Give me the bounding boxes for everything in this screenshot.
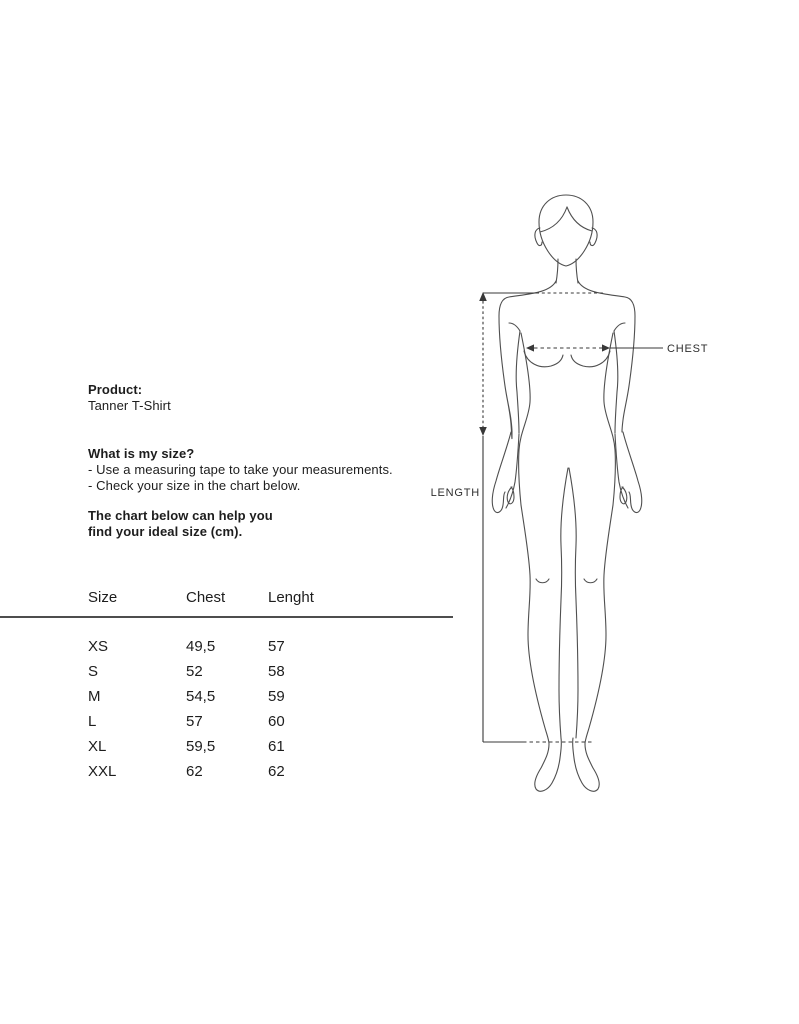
cell-chest: 49,5	[186, 638, 216, 655]
cell-chest: 57	[186, 713, 203, 730]
cell-size: S	[88, 663, 99, 680]
table-row	[0, 734, 453, 759]
arrow-left-icon	[526, 344, 534, 351]
table-row	[0, 709, 453, 734]
table-row	[0, 634, 453, 659]
inner-leg-right	[569, 468, 578, 738]
cell-chest: 59,5	[186, 738, 216, 755]
length-label: LENGTH	[430, 487, 480, 499]
croquis-illustration	[420, 186, 770, 826]
cell-length: 58	[268, 663, 285, 680]
arrow-right-icon	[602, 344, 610, 351]
table-row	[0, 659, 453, 684]
cell-length: 60	[268, 713, 285, 730]
size-table-header	[0, 589, 453, 606]
bust-left	[524, 351, 563, 367]
table-row	[0, 759, 453, 784]
hand-left	[492, 432, 519, 512]
size-table-body	[0, 634, 453, 784]
cell-length: 62	[268, 763, 285, 780]
torso-leg-right	[573, 333, 616, 791]
table-row	[0, 684, 453, 709]
cell-length: 59	[268, 688, 285, 705]
product-label: Product:	[88, 382, 143, 397]
neck-left	[556, 259, 558, 283]
measurement-figure	[420, 186, 770, 826]
instruction-line-1: - Use a measuring tape to take your measurements.	[88, 462, 393, 477]
instruction-line-2: - Check your size in the chart below.	[88, 478, 301, 493]
chart-note-line-2: find your ideal size (cm).	[88, 524, 243, 539]
torso-leg-left	[519, 333, 562, 791]
inner-arm-right	[614, 331, 618, 433]
knee-mark-right	[584, 579, 597, 583]
hand-right	[615, 432, 642, 512]
armpit-right	[614, 323, 625, 331]
head-outline	[539, 195, 593, 266]
product-name: Tanner T-Shirt	[88, 398, 171, 413]
column-header-chest: Chest	[186, 589, 226, 606]
size-question-heading: What is my size?	[88, 446, 195, 461]
cell-length: 61	[268, 738, 285, 755]
armpit-left	[509, 323, 520, 331]
cell-size: XXL	[88, 763, 117, 780]
size-table	[0, 589, 453, 784]
neck-right	[576, 259, 578, 283]
cell-chest: 62	[186, 763, 203, 780]
cell-chest: 54,5	[186, 688, 216, 705]
chest-label: CHEST	[667, 343, 709, 355]
cell-chest: 52	[186, 663, 203, 680]
knee-mark-left	[536, 579, 549, 583]
column-header-size: Size	[88, 589, 118, 606]
shoulder-arm-right	[578, 281, 635, 432]
inner-leg-left	[559, 468, 568, 738]
cell-size: XL	[88, 738, 107, 755]
bust-right	[571, 351, 610, 367]
column-header-length: Lenght	[268, 589, 314, 606]
hair-left	[540, 207, 567, 232]
cell-size: M	[88, 688, 101, 705]
chart-note-line-1: The chart below can help you	[88, 508, 273, 523]
inner-arm-left	[516, 331, 520, 433]
header-rule	[0, 616, 453, 618]
cell-size: XS	[88, 638, 109, 655]
hair-right	[567, 207, 592, 231]
product-info	[88, 382, 393, 540]
cell-size: L	[88, 713, 97, 730]
cell-length: 57	[268, 638, 285, 655]
arrow-down-icon	[479, 427, 487, 436]
